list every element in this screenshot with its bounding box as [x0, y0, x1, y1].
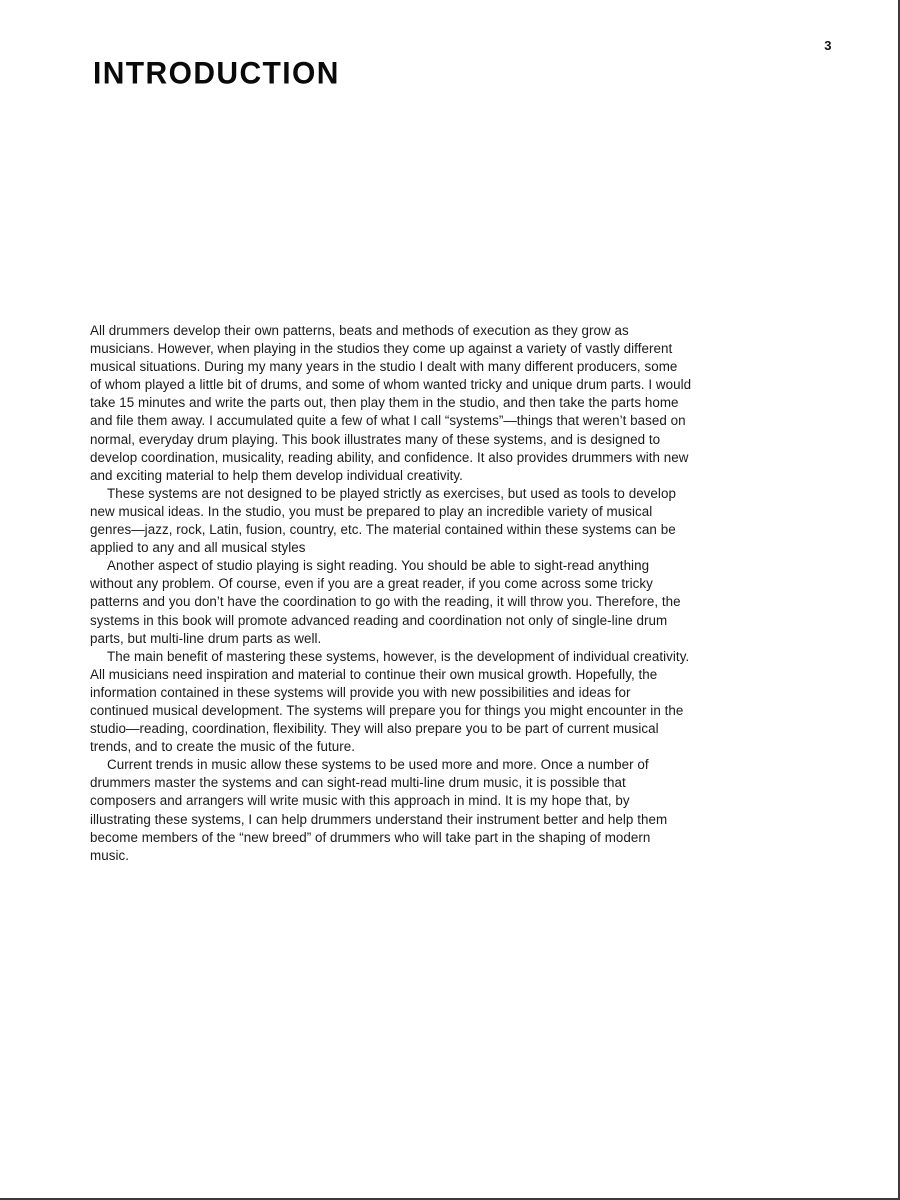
paragraph-2: These systems are not designed to be played strictly as exercises, but used as tools to develop new musical ideas. In the studio, you must be prepared to play an incredible variety of musical genres—jazz, rock, Latin, fusion, country, etc. The material contained within these systems can be applied to any and all musical styles	[90, 485, 676, 556]
page-number: 3	[824, 38, 832, 53]
paragraph-4: The main benefit of mastering these systems, however, is the development of individual creativity. All musicians need inspiration and material to continue their own musical growth. Hopefully, the information contained in these systems will provide you with new possibilities and ideas for continued musical development. The systems will prepare you for things you might encounter in the studio—reading, coordination, flexibility. They will also prepare you to be part of current musical trends, and to create the music of the future.	[90, 648, 690, 755]
paragraph-1: All drummers develop their own patterns, beats and methods of execution as they grow as musicians. However, when playing in the studios they come up against a variety of vastly different musical situations. During my many years in the studio I dealt with many different producers, some of whom played a little bit of drums, and some of whom wanted tricky and unique drum parts. I would take 15 minutes and write the parts out, then play them in the studio, and then take the parts home and file them away. I accumulated quite a few of what I call “systems”—things that weren’t based on normal, everyday drum playing. This book illustrates many of these systems, and is designed to develop coordination, musicality, reading ability, and confidence. It also provides drummers with new and exciting material to help them develop individual creativity.	[90, 323, 692, 483]
introduction-body	[90, 322, 692, 865]
paragraph-3: Another aspect of studio playing is sight reading. You should be able to sight-read anything without any problem. Of course, even if you are a great reader, if you come across some tricky patterns and you don’t have the coordination to go with the reading, it will throw you. Therefore, the systems in this book will promote advanced reading and coordination not only of single-line drum parts, but multi-line drum parts as well.	[90, 558, 681, 646]
page-title: INTRODUCTION	[93, 56, 340, 91]
paragraph-5: Current trends in music allow these systems to be used more and more. Once a number of drummers master the systems and can sight-read multi-line drum music, it is possible that composers and arrangers will write music with this approach in mind. It is my hope that, by illustrating these systems, I can help drummers understand their instrument better and help them become members of the “new breed” of drummers who will take part in the shaping of modern music.	[90, 757, 668, 863]
